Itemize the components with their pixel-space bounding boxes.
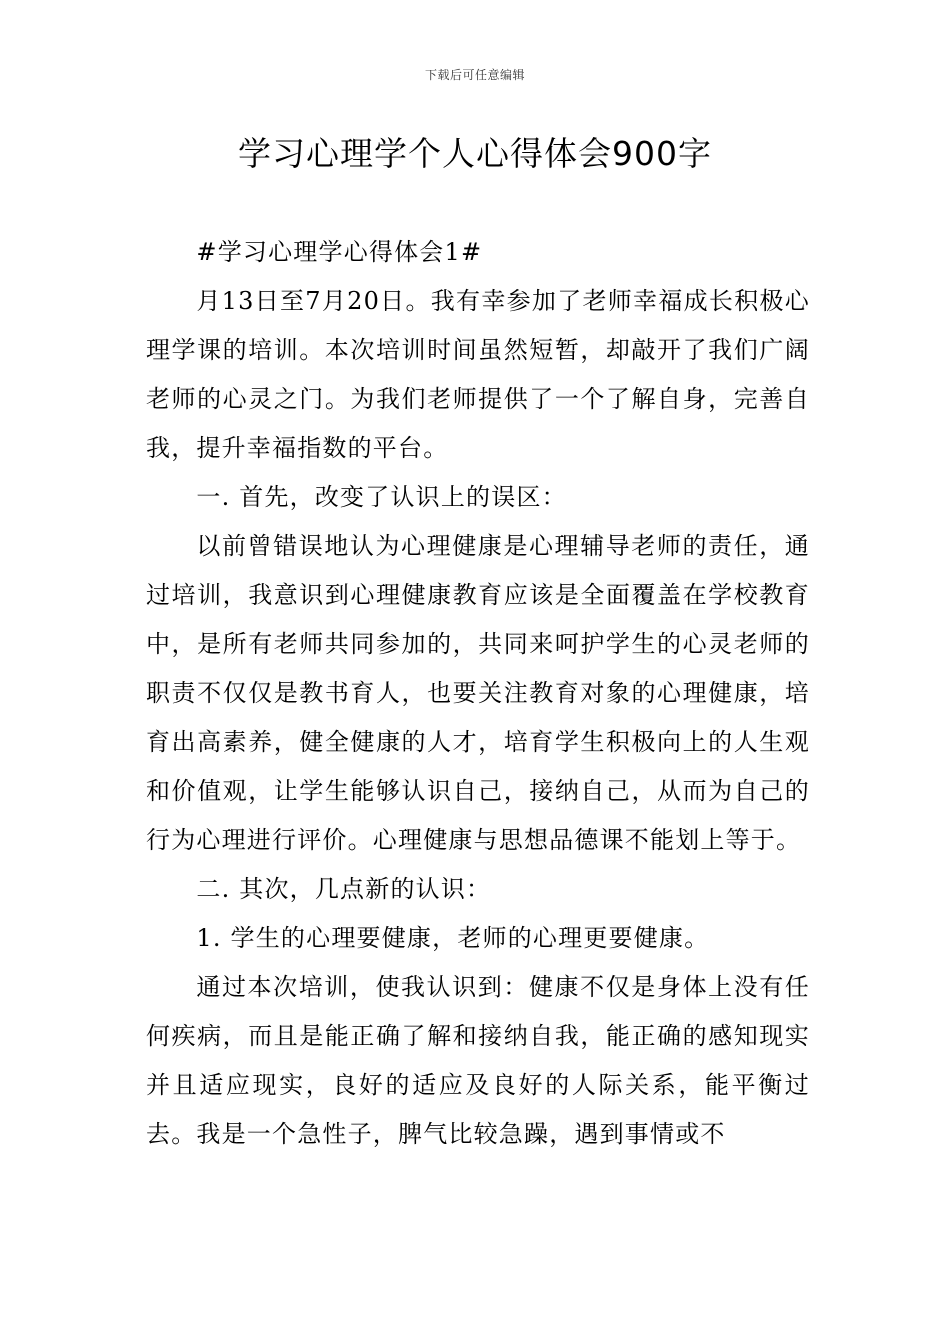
section-heading: #学习心理学心得体会1# — [196, 238, 483, 266]
document-title: 学习心理学个人心得体会900字 — [238, 134, 712, 173]
document-body — [146, 228, 810, 1159]
header-note: 下载后可任意编辑 — [424, 68, 525, 82]
paragraph: 通过本次培训，使我认识到：健康不仅是身体上没有任何疾病，而且是能正确了解和接纳自我，能正确的感知现实并且适应现实，良好的适应及良好的人际关系，能平衡过去。我是一个急性子，脾气比较急躁，遇到事情或不 — [146, 973, 810, 1148]
section-heading: 二. 其次，几点新的认识： — [196, 875, 492, 903]
paragraph: 以前曾错误地认为心理健康是心理辅导老师的责任，通过培训，我意识到心理健康教育应该是全面覆盖在学校教育中，是所有老师共同参加的，共同来呵护学生的心灵老师的职责不仅仅是教书育人，也要关注教育对象的心理健康，培育出高素养，健全健康的人才，培育学生积极向上的人生观和价值观，让学生能够认识自己，接纳自己，从而为自己的行为心理进行评价。心理健康与思想品德课不能划上等于。 — [146, 532, 810, 854]
list-item: 1. 学生的心理要健康，老师的心理更要健康。 — [196, 924, 710, 952]
section-heading: 一. 首先，改变了认识上的误区： — [196, 483, 567, 511]
paragraph: 月13日至7月20日。我有幸参加了老师幸福成长积极心理学课的培训。本次培训时间虽然短暂，却敲开了我们广阔老师的心灵之门。为我们老师提供了一个了解自身，完善自我，提升幸福指数的平台。 — [146, 287, 810, 462]
